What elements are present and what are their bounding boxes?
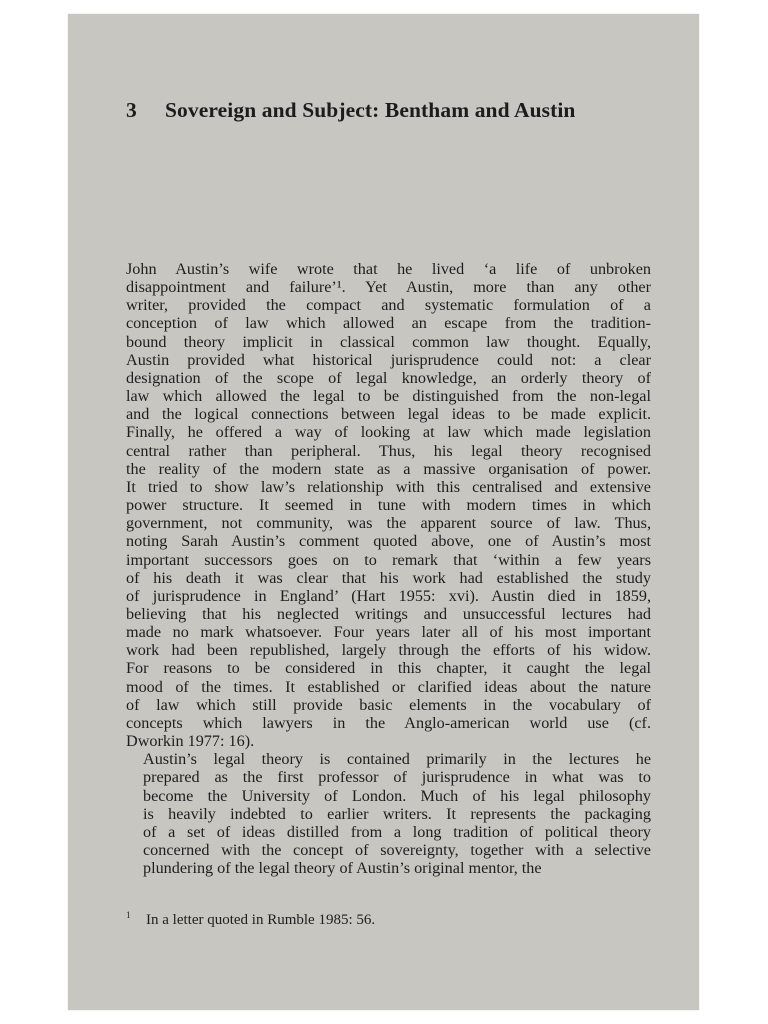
body-text xyxy=(126,260,651,877)
text-line: law which allowed the legal to be distinguished from the non-legal xyxy=(126,387,651,406)
text-line: of law which still provide basic elements in the vocabulary of xyxy=(126,695,651,714)
chapter-heading xyxy=(126,98,576,123)
text-line: central rather than peripheral. Thus, his legal theory recognised xyxy=(126,441,651,460)
text-line: bound theory implicit in classical common law thought. Equally, xyxy=(126,332,651,351)
text-line: It tried to show law’s relationship with this centralised and extensive xyxy=(126,477,651,496)
text-line: of his death it was clear that his work had established the study xyxy=(126,568,651,587)
footnote-marker: 1 xyxy=(126,910,131,920)
text-line: of jurisprudence in England’ (Hart 1955: xvi). Austin died in 1859, xyxy=(126,586,651,605)
text-line: important successors goes on to remark that ‘within a few years xyxy=(126,550,651,569)
text-line: prepared as the first professor of jurisprudence in what was to xyxy=(143,768,651,787)
text-line: is heavily indebted to earlier writers. It represents the packaging xyxy=(143,804,651,823)
text-line: writer, provided the compact and systematic formulation of a xyxy=(126,296,651,315)
text-line: believing that his neglected writings and unsuccessful lectures had xyxy=(126,604,651,623)
text-line: become the University of London. Much of his legal philosophy xyxy=(143,786,651,805)
text-line: conception of law which allowed an escape from the tradition- xyxy=(126,314,651,333)
text-line: the reality of the modern state as a massive organisation of power. xyxy=(126,459,651,478)
chapter-number: 3 xyxy=(126,98,137,122)
text-line: Dworkin 1977: 16). xyxy=(126,732,255,751)
footnote-text: In a letter quoted in Rumble 1985: 56. xyxy=(146,912,376,928)
footnote xyxy=(126,910,375,929)
text-line: noting Sarah Austin’s comment quoted above, one of Austin’s most xyxy=(126,532,651,551)
text-line: designation of the scope of legal knowledge, an orderly theory of xyxy=(126,368,651,387)
text-line: John Austin’s wife wrote that he lived ‘a life of unbroken xyxy=(126,260,651,278)
book-page xyxy=(68,14,699,1010)
paragraph-2 xyxy=(126,750,651,877)
chapter-title: Sovereign and Subject: Bentham and Austin xyxy=(165,98,576,122)
text-line: plundering of the legal theory of Austin’s original mentor, the xyxy=(143,859,542,878)
text-line: concerned with the concept of sovereignty, together with a selective xyxy=(143,841,651,859)
text-line: Austin provided what historical jurisprudence could not: a clear xyxy=(126,350,651,369)
text-line: made no mark whatsoever. Four years later all of his most important xyxy=(126,623,651,642)
text-line: Austin’s legal theory is contained primarily in the lectures he xyxy=(143,750,651,769)
text-line: and the logical connections between legal ideas to be made explicit. xyxy=(126,405,651,424)
text-line: government, not community, was the apparent source of law. Thus, xyxy=(126,514,651,533)
text-line: mood of the times. It established or clarified ideas about the nature xyxy=(126,677,651,696)
text-line: of a set of ideas distilled from a long tradition of political theory xyxy=(143,822,651,841)
text-line: power structure. It seemed in tune with modern times in which xyxy=(126,496,651,515)
text-line: work had been republished, largely through the efforts of his widow. xyxy=(126,641,651,660)
text-line: For reasons to be considered in this chapter, it caught the legal xyxy=(126,659,651,678)
paragraph-1 xyxy=(126,260,651,750)
text-line: Finally, he offered a way of looking at law which made legislation xyxy=(126,423,651,442)
text-line: concepts which lawyers in the Anglo-american world use (cf. xyxy=(126,713,651,732)
text-line: disappointment and failure’¹. Yet Austin, more than any other xyxy=(126,278,651,297)
